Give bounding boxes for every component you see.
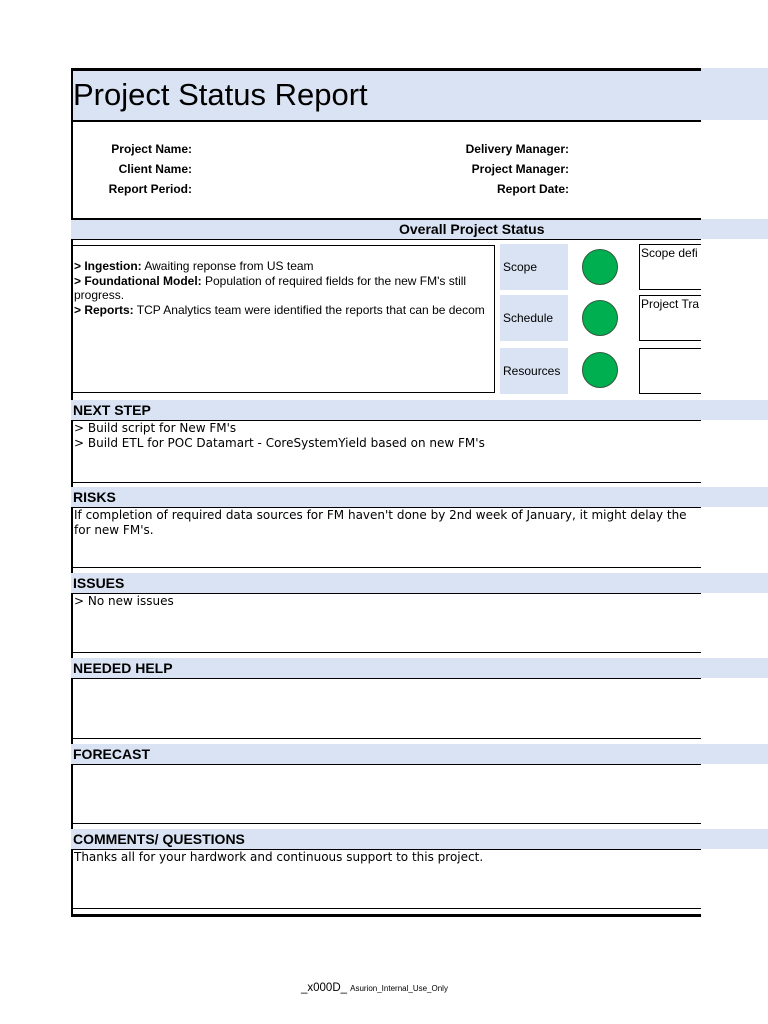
delivery-manager-label: Delivery Manager: [465, 142, 569, 156]
overall-status-rule-bottom [71, 239, 701, 240]
risks-title: RISKS [73, 489, 116, 505]
forecast-bottom-rule [71, 823, 701, 824]
bottom-rule [71, 914, 701, 917]
schedule-note: Project Tra [639, 295, 701, 341]
risks-band [71, 487, 768, 507]
page-title: Project Status Report [73, 77, 368, 112]
report-period-label: Report Period: [108, 182, 192, 196]
next-step-line: > Build ETL for POC Datamart - CoreSystemYield based on new FM's [74, 436, 485, 450]
scope-note: Scope defi [639, 244, 701, 290]
status-item: > Ingestion: Awaiting reponse from US team [74, 259, 314, 273]
status-summary-text [74, 259, 494, 317]
issues-line: > No new issues [74, 594, 174, 608]
risks-body [74, 508, 700, 538]
project-name-label: Project Name: [111, 142, 192, 156]
schedule-label: Schedule [500, 295, 568, 341]
resources-status-indicator [582, 352, 618, 388]
next-step-body [74, 421, 700, 451]
status-item: > Reports: TCP Analytics team were identified the reports that can be decom [74, 302, 485, 317]
comments-bottom-rule [71, 908, 701, 909]
needed-help-rule [71, 678, 701, 679]
footer [301, 982, 448, 994]
overall-status-heading: Overall Project Status [399, 221, 545, 237]
schedule-status-indicator [582, 300, 618, 336]
scope-status-indicator [582, 249, 618, 285]
issues-title: ISSUES [73, 575, 125, 591]
risks-line: If completion of required data sources for FM haven't done by 2nd week of January, it might delay the [74, 508, 687, 522]
resources-label: Resources [500, 348, 568, 394]
next-step-title: NEXT STEP [73, 402, 151, 418]
needed-help-band [71, 658, 768, 678]
comments-title: COMMENTS/ QUESTIONS [73, 831, 245, 847]
risks-line: for new FM's. [74, 523, 154, 537]
title-rule [71, 120, 701, 122]
issues-band [71, 573, 768, 593]
top-rule [71, 68, 701, 71]
forecast-rule [71, 764, 701, 765]
meta-right-labels [440, 139, 569, 199]
issues-bottom-rule [71, 652, 701, 653]
forecast-band [71, 744, 768, 764]
meta-left-labels [90, 139, 192, 199]
scope-label: Scope [500, 244, 568, 290]
issues-body [74, 594, 700, 609]
footer-classification: Asurion_Internal_Use_Only [350, 984, 448, 993]
client-name-label: Client Name: [118, 162, 192, 176]
next-step-band [71, 400, 768, 420]
status-item: > Foundational Model: Population of required fields for the new FM's still progress. [74, 273, 467, 302]
comments-line: Thanks all for your hardwork and continuous support to this project. [74, 850, 484, 864]
risks-bottom-rule [71, 567, 701, 568]
footer-code: _x000D_ [301, 982, 348, 994]
overall-status-rule [71, 218, 701, 220]
next-step-bottom-rule [71, 482, 701, 483]
report-date-label: Report Date: [496, 182, 569, 196]
needed-help-title: NEEDED HELP [73, 660, 173, 676]
forecast-title: FORECAST [73, 746, 150, 762]
comments-body [74, 850, 700, 865]
needed-help-bottom-rule [71, 738, 701, 739]
project-manager-label: Project Manager: [471, 162, 569, 176]
next-step-line: > Build script for New FM's [74, 421, 237, 435]
resources-note [639, 348, 701, 394]
